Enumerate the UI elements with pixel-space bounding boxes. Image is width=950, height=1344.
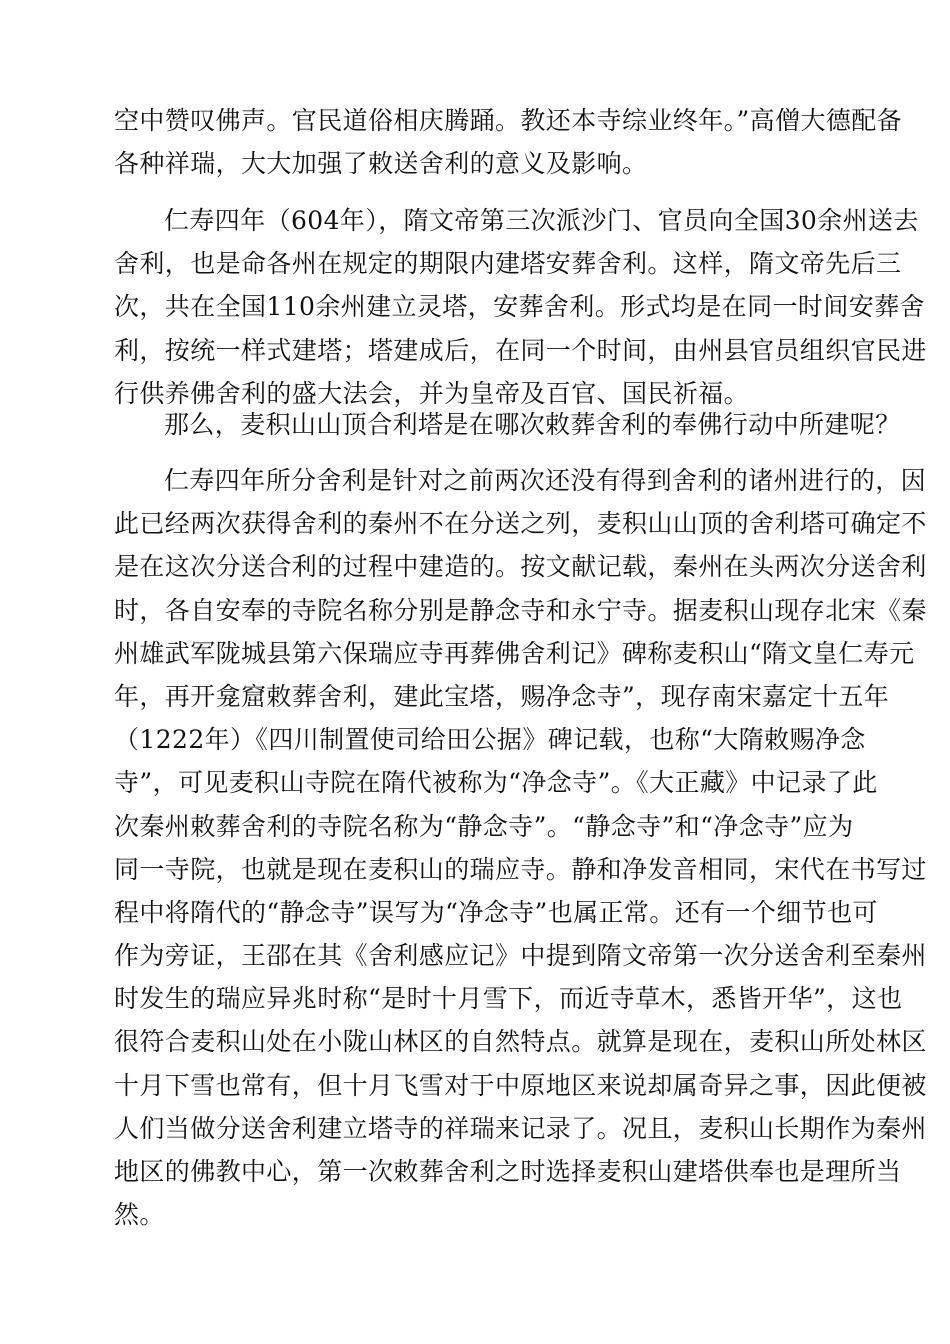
paragraph-line: 时发生的瑞应异兆时称“是时十月雪下，而近寺草木，悉皆开华”，这也 (114, 984, 903, 1014)
paragraph-line: 仁寿四年所分舍利是针对之前两次还没有得到舍利的诸州进行的，因 (164, 466, 927, 495)
paragraph-line: 空中赞叹佛声。官民道俗相庆腾踊。教还本寺综业终年。”高僧大德配备 (114, 106, 903, 135)
paragraph-line: 作为旁证，王邵在其《舍利感应记》中提到隋文帝第一次分送舍利至秦州 (114, 941, 927, 971)
paragraph-line: 此已经两次获得舍利的秦州不在分送之列，麦积山山顶的舍利塔可确定不 (114, 509, 927, 539)
paragraph-2 (114, 199, 927, 415)
paragraph-line: （1222年）《四川制置使司给田公据》碑记载，也称“大隋敕赐净念 (114, 725, 866, 755)
paragraph-line: 很符合麦积山处在小陇山林区的自然特点。就算是现在，麦积山所处林区 (114, 1027, 927, 1057)
paragraph-line: 然。 (114, 1200, 165, 1230)
paragraph-line: 地区的佛教中心，第一次敕葬舍利之时选择麦积山建塔供奉也是理所当 (114, 1157, 902, 1186)
paragraph-line: 年，再开龛窟敕葬舍利，建此宝塔，赐净念寺”，现存南宋嘉定十五年 (114, 681, 890, 711)
paragraph-line: 仁寿四年（604年），隋文帝第三次派沙门、官员向全国30余州送去 (164, 206, 919, 235)
paragraph-4 (114, 459, 927, 1236)
paragraph-line: 各种祥瑞，大大加强了敕送舍利的意义及影响。 (114, 149, 648, 179)
paragraph-1 (114, 99, 903, 185)
paragraph-line: 寺”，可见麦积山寺院在隋代被称为“净念寺”。《大正藏》中记录了此 (114, 768, 878, 798)
paragraph-line: 州雄武军陇城县第六保瑞应寺再葬佛舍利记》碑称麦积山“隋文皇仁寿元 (114, 638, 915, 668)
paragraph-line: 舍利，也是命各州在规定的期限内建塔安葬舍利。这样，隋文帝先后三 (114, 249, 902, 279)
paragraph-line: 那么，麦积山山顶合利塔是在哪次敕葬舍利的奉佛行动中所建呢？ (164, 410, 901, 439)
paragraph-line: 程中将隋代的“静念寺”误写为“净念寺”也属正常。还有一个细节也可 (114, 897, 878, 927)
paragraph-line: 利，按统一样式建塔；塔建成后，在同一个时间，由州县官员组织官民进 (114, 335, 927, 365)
paragraph-line: 同一寺院，也就是现在麦积山的瑞应寺。静和净发音相同，宋代在书写过 (114, 854, 927, 884)
paragraph-line: 次，共在全国110余州建立灵塔，安葬舍利。形式均是在同一时间安葬舍 (114, 292, 925, 322)
paragraph-line: 是在这次分送合利的过程中建造的。按文献记载，秦州在头两次分送舍利 (114, 552, 927, 582)
paragraph-line: 时，各自安奉的寺院名称分别是静念寺和永宁寺。据麦积山现存北宋《秦 (114, 595, 927, 625)
paragraph-line: 人们当做分送舍利建立塔寺的祥瑞来记录了。况且，麦积山长期作为秦州 (114, 1113, 927, 1143)
paragraph-line: 行供养佛舍利的盛大法会，并为皇帝及百官、国民祈福。 (114, 378, 750, 408)
paragraph-3 (114, 403, 901, 446)
paragraph-line: 十月下雪也常有，但十月飞雪对于中原地区来说却属奇异之事，因此便被 (114, 1070, 927, 1100)
paragraph-line: 次秦州敕葬舍利的寺院名称为“静念寺”。“静念寺”和“净念寺”应为 (114, 811, 854, 841)
